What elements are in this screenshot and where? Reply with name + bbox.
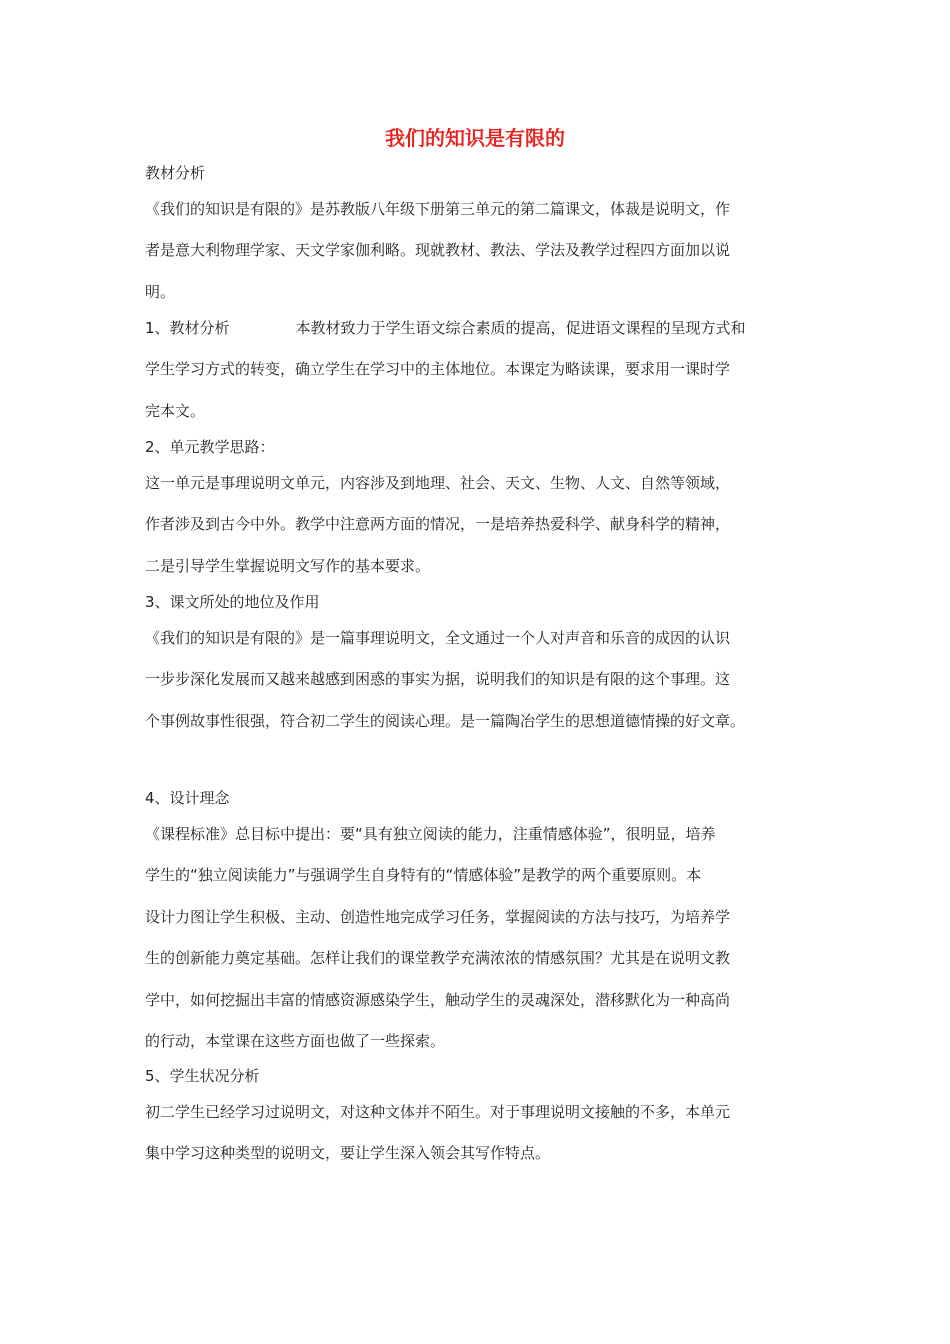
section-5-line: 初二学生已经学习过说明文，对这种文体并不陌生。对于事理说明文接触的不多，本单元 — [145, 1103, 731, 1121]
section-2-line: 这一单元是事理说明文单元，内容涉及到地理、社会、天文、生物、人文、自然等领域， — [145, 474, 731, 492]
section-2-label: 2、单元教学思路： — [145, 438, 275, 456]
section-3-line: 一步步深化发展而又越来越感到困惑的事实为据，说明我们的知识是有限的这个事理。这 — [145, 670, 731, 688]
section-4-line: 学中，如何挖掘出丰富的情感资源感染学生，触动学生的灵魂深处，潜移默化为一种高尚 — [145, 991, 731, 1009]
section-3-line: 《我们的知识是有限的》是一篇事理说明文，全文通过一个人对声音和乐音的成因的认识 — [145, 629, 731, 647]
section-1-label: 1、教材分析 — [145, 319, 230, 337]
section-1-line: 学生学习方式的转变，确立学生在学习中的主体地位。本课定为略读课，要求用一课时学 — [145, 360, 731, 378]
section-4-label: 4、设计理念 — [145, 789, 230, 807]
section-4-line: 学生的“独立阅读能力”与强调学生自身特有的“情感体验”是教学的两个重要原则。本 — [145, 866, 702, 884]
section-4-line: 设计力图让学生积极、主动、创造性地完成学习任务，掌握阅读的方法与技巧，为培养学 — [145, 908, 731, 926]
section-1-line: 完本文。 — [145, 402, 206, 420]
section-2-line: 二是引导学生掌握说明文写作的基本要求。 — [145, 557, 431, 575]
section-5-line: 集中学习这种类型的说明文，要让学生深入领会其写作特点。 — [145, 1144, 551, 1162]
section-5-label: 5、学生状况分析 — [145, 1067, 260, 1085]
section-4-line: 《课程标准》总目标中提出：要“具有独立阅读的能力，注重情感体验”，很明显，培养 — [145, 825, 716, 843]
section-3-label: 3、课文所处的地位及作用 — [145, 593, 320, 611]
intro-line: 者是意大利物理学家、天文学家伽利略。现就教材、教法、学法及教学过程四方面加以说 — [145, 241, 731, 259]
section-1-first-line — [145, 318, 746, 338]
section-4-line: 的行动，本堂课在这些方面也做了一些探索。 — [145, 1032, 446, 1050]
section-4-line: 生的创新能力奠定基础。怎样让我们的课堂教学充满浓浓的情感氛围？尤其是在说明文教 — [145, 949, 731, 967]
section-heading: 教材分析 — [145, 164, 206, 182]
intro-line: 《我们的知识是有限的》是苏教版八年级下册第三单元的第二篇课文，体裁是说明文，作 — [145, 200, 731, 218]
section-1-text: 本教材致力于学生语文综合素质的提高，促进语文课程的呈现方式和 — [295, 319, 746, 337]
intro-line: 明。 — [145, 283, 176, 301]
document-title: 我们的知识是有限的 — [385, 126, 565, 150]
section-2-line: 作者涉及到古今中外。教学中注意两方面的情况，一是培养热爱科学、献身科学的精神， — [145, 515, 731, 533]
section-3-line: 个事例故事性很强，符合初二学生的阅读心理。是一篇陶冶学生的思想道德情操的好文章。 — [145, 712, 746, 730]
